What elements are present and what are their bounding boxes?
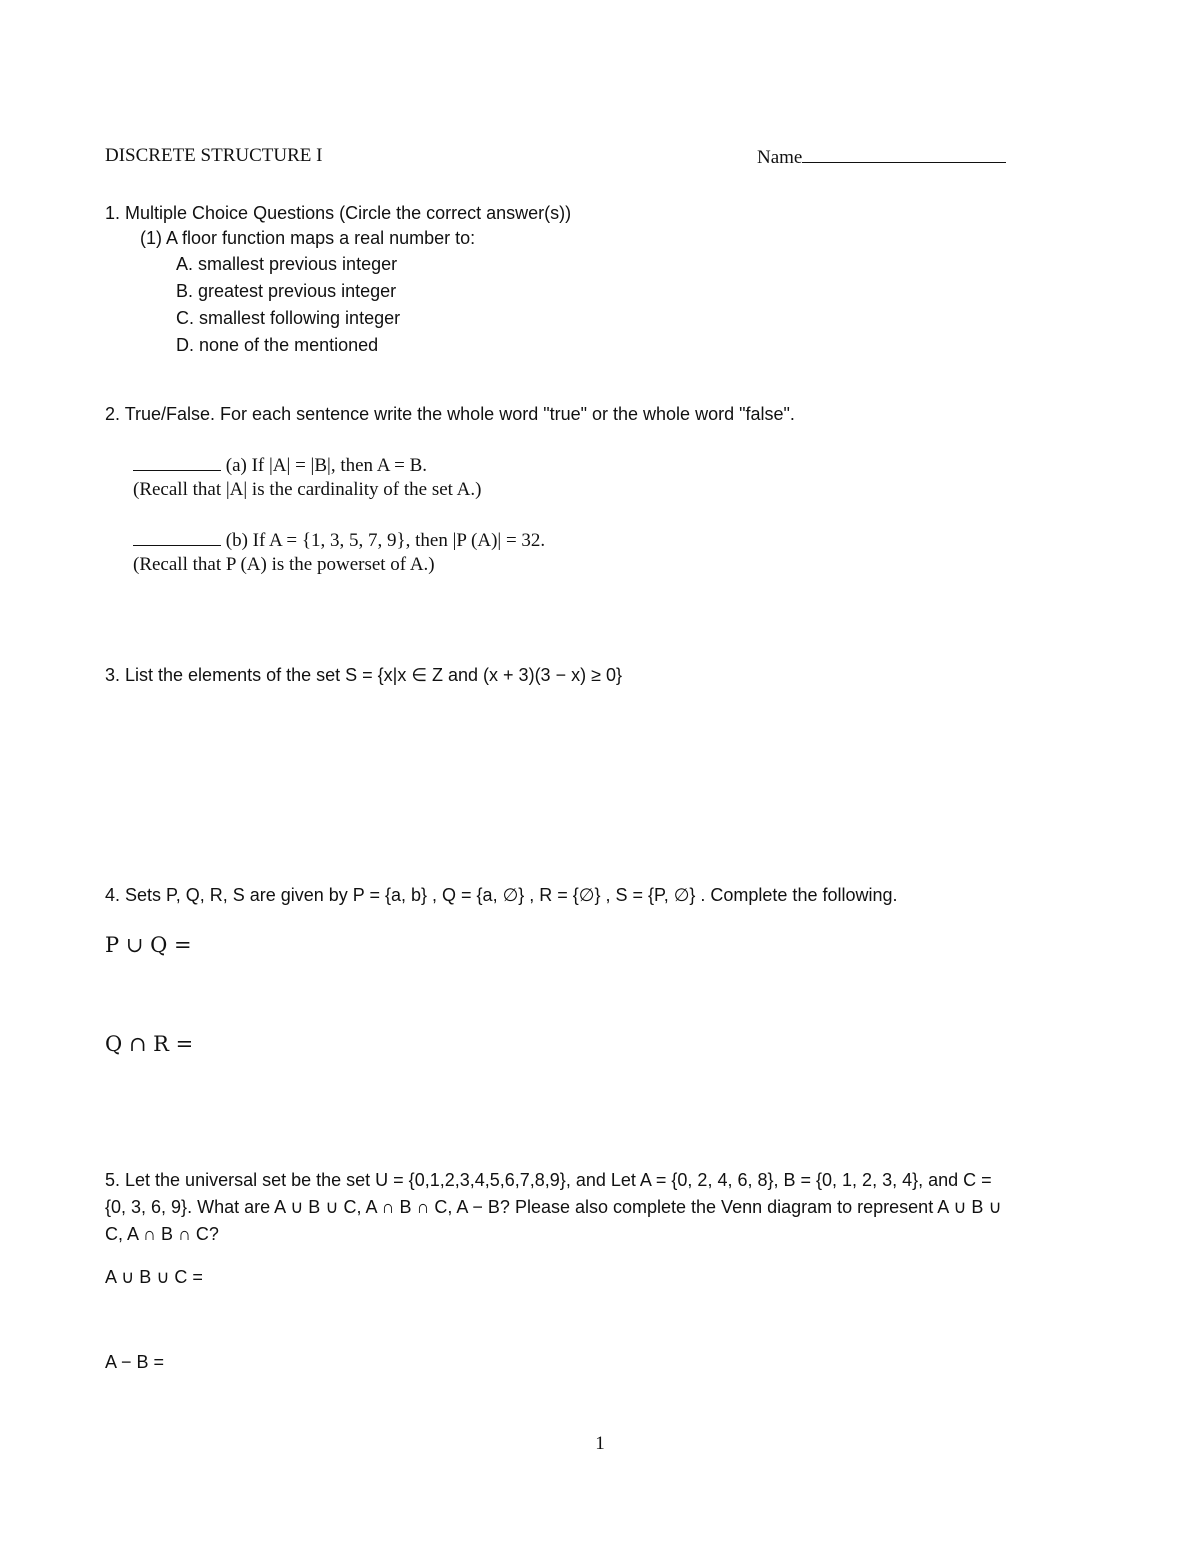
q5-difference-label: A − B = [105, 1352, 165, 1372]
q2b-row [133, 527, 545, 553]
q1-option-c: C. smallest following integer [176, 308, 401, 328]
q2-prompt: 2. True/False. For each sentence write the whole word "true" or the whole word "false". [105, 404, 795, 424]
q2a-statement: (a) If |A| = |B|, then A = B. [225, 455, 428, 476]
name-blank [802, 144, 1006, 163]
name-label: Name [757, 147, 803, 168]
q1-option-b: B. greatest previous integer [176, 281, 397, 301]
q2a-answer-blank [133, 452, 221, 471]
name-field [757, 144, 1006, 170]
q1-prompt: 1. Multiple Choice Questions (Circle the correct answer(s)) [105, 203, 572, 223]
page-number: 1 [595, 1433, 605, 1454]
q2a-row [133, 452, 427, 478]
q4-union-label: P ∪ Q = [105, 933, 192, 957]
q1-sub-prompt: (1) A floor function maps a real number to: [140, 228, 476, 248]
q1-option-d: D. none of the mentioned [176, 335, 379, 355]
q5-union-label: A ∪ B ∪ C = [105, 1267, 203, 1287]
q3-prompt: 3. List the elements of the set S = {x|x ∈ Z and (x + 3)(3 − x) ≥ 0} [105, 665, 622, 685]
q5-prompt-line-1: 5. Let the universal set be the set U = {0,1,2,3,4,5,6,7,8,9}, and Let A = {0, 2, 4, 6, 8}, B = {0, 1, 2, 3, 4}, and C = [105, 1170, 992, 1190]
q4-intersection-label: Q ∩ R = [105, 1032, 194, 1056]
q2b-note: (Recall that P (A) is the powerset of A.) [133, 554, 435, 575]
exam-title: DISCRETE STRUCTURE I [105, 145, 323, 166]
q5-prompt-line-2: {0, 3, 6, 9}. What are A ∪ B ∪ C, A ∩ B ∩ C, A − B? Please also complete the Venn diagram to represent A ∪ B ∪ [105, 1197, 1002, 1217]
q2a-note: (Recall that |A| is the cardinality of the set A.) [133, 479, 482, 500]
q2b-answer-blank [133, 527, 221, 546]
q1-option-a: A. smallest previous integer [176, 254, 398, 274]
q2b-statement: (b) If A = {1, 3, 5, 7, 9}, then |P (A)| = 32. [225, 530, 546, 551]
q5-prompt-line-3: C, A ∩ B ∩ C? [105, 1224, 219, 1244]
q4-prompt: 4. Sets P, Q, R, S are given by P = {a, b} , Q = {a, ∅} , R = {∅} , S = {P, ∅} . Complete the following. [105, 885, 898, 905]
